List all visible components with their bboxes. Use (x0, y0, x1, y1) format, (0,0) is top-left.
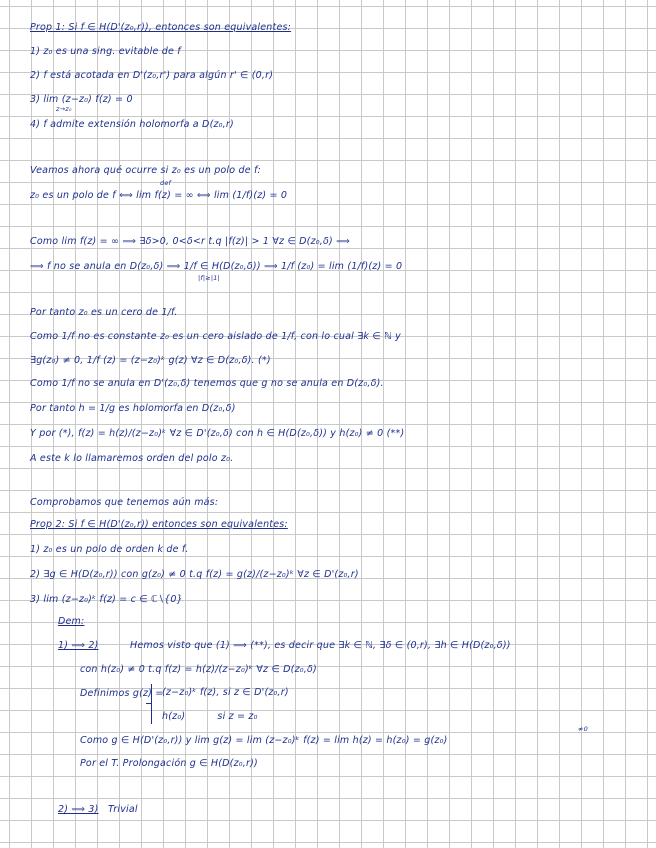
como-line-1: Como lim f(z) = ∞ ⟹ ∃δ>0, 0<δ<r t.q |f(z)| > 1 ∀z ∈ D(z₀,δ) ⟹ (30, 236, 350, 247)
nonzero-annotation: ≠0 (578, 725, 588, 733)
text-line: Como 1/f no es constante z₀ es un cero aislado de 1/f, con lo cual ∃k ∈ ℕ y (30, 331, 401, 342)
prop2-item: 2) ∃g ∈ H(D(z₀,r)) con g(z₀) ≠ 0 t.q f(z) = g(z)/(z−z₀)ᵏ ∀z ∈ D'(z₀,r) (30, 569, 359, 580)
text-line: A este k lo llamaremos orden del polo z₀. (30, 453, 234, 464)
pole-intro: Veamos ahora qué ocurre si z₀ es un polo de f: (30, 165, 261, 176)
text-line: Por tanto h = 1/g es holomorfa en D(z₀,δ) (30, 403, 236, 414)
como-line-2: ⟹ f no se anula en D(z₀,δ) ⟹ 1/f ∈ H(D(z₀,δ)) ⟹ 1/f (z₀) = lim (1/f)(z) = 0 (30, 261, 403, 272)
text-line: Como 1/f no se anula en D'(z₀,δ) tenemos que g no se anula en D(z₀,δ). (30, 378, 384, 389)
piecewise-case: h(z₀) si z = z₀ (162, 711, 258, 722)
text-line: Y por (*), f(z) = h(z)/(z−z₀)ᵏ ∀z ∈ D'(z₀,δ) con h ∈ H(D(z₀,δ)) y h(z₀) ≠ 0 (**) (30, 428, 405, 439)
prop1-heading: Prop 1: Si f ∈ H(D'(z₀,r)), entonces son equivalentes: (30, 22, 292, 33)
piecewise-case: (z−z₀)ᵏ f(z), si z ∈ D'(z₀,r) (162, 687, 289, 698)
proof-line: Hemos visto que (1) ⟹ (**), es decir que ∃k ∈ ℕ, ∃δ ∈ (0,r), ∃h ∈ H(D(z₀,δ)) (130, 640, 511, 651)
proof-line: Por el T. Prolongación g ∈ H(D(z₀,r)) (80, 758, 258, 769)
dem-label: Dem: (58, 616, 85, 627)
text-line: ∃g(z₀) ≠ 0, 1/f (z) = (z−z₀)ᵏ g(z) ∀z ∈ D(z₀,δ). (*) (30, 355, 271, 366)
comprobamos-line: Comprobamos que tenemos aún más: (30, 497, 219, 508)
prop1-item: 4) f admite extensión holomorfa a D(z₀,r) (30, 119, 234, 130)
prop2-heading: Prop 2: Si f ∈ H(D'(z₀,r)) entonces son equivalentes: (30, 519, 288, 530)
proof-label-1-2: 1) ⟹ 2) (58, 640, 99, 651)
piecewise-brace-tick (146, 703, 151, 704)
prop2-item: 3) lim (z−z₀)ᵏ f(z) = c ∈ ℂ∖{0} (30, 594, 183, 605)
prop1-item: 3) lim (z−z₀) f(z) = 0 (30, 94, 133, 105)
define-label: Definimos g(z) = (80, 688, 164, 699)
text-line: Por tanto z₀ es un cero de 1/f. (30, 307, 178, 318)
implication-annotation: |f|≥|1| (198, 274, 221, 282)
limit-subscript: z→z₀ (56, 105, 72, 113)
proof-label-2-3: 2) ⟹ 3) (58, 804, 99, 815)
prop1-item: 1) z₀ es una sing. evitable de f (30, 46, 181, 57)
prop2-item: 1) z₀ es un polo de orden k de f. (30, 544, 189, 555)
trivial-text: Trivial (108, 804, 138, 815)
pole-definition: z₀ es un polo de f ⟺ lim f(z) = ∞ ⟺ lim (1/f)(z) = 0 (30, 190, 288, 201)
prop1-item: 2) f está acotada en D'(z₀,r') para algún r' ∈ (0,r) (30, 70, 274, 81)
proof-line: Como g ∈ H(D'(z₀,r)) y lim g(z) = lim (z−z₀)ᵏ f(z) = lim h(z) = h(z₀) = g(z₀) (80, 735, 448, 746)
def-annotation: def (160, 179, 172, 187)
proof-line: con h(z₀) ≠ 0 t.q f(z) = h(z)/(z−z₀)ᵏ ∀z ∈ D(z₀,δ) (80, 664, 317, 675)
piecewise-brace (151, 684, 158, 724)
